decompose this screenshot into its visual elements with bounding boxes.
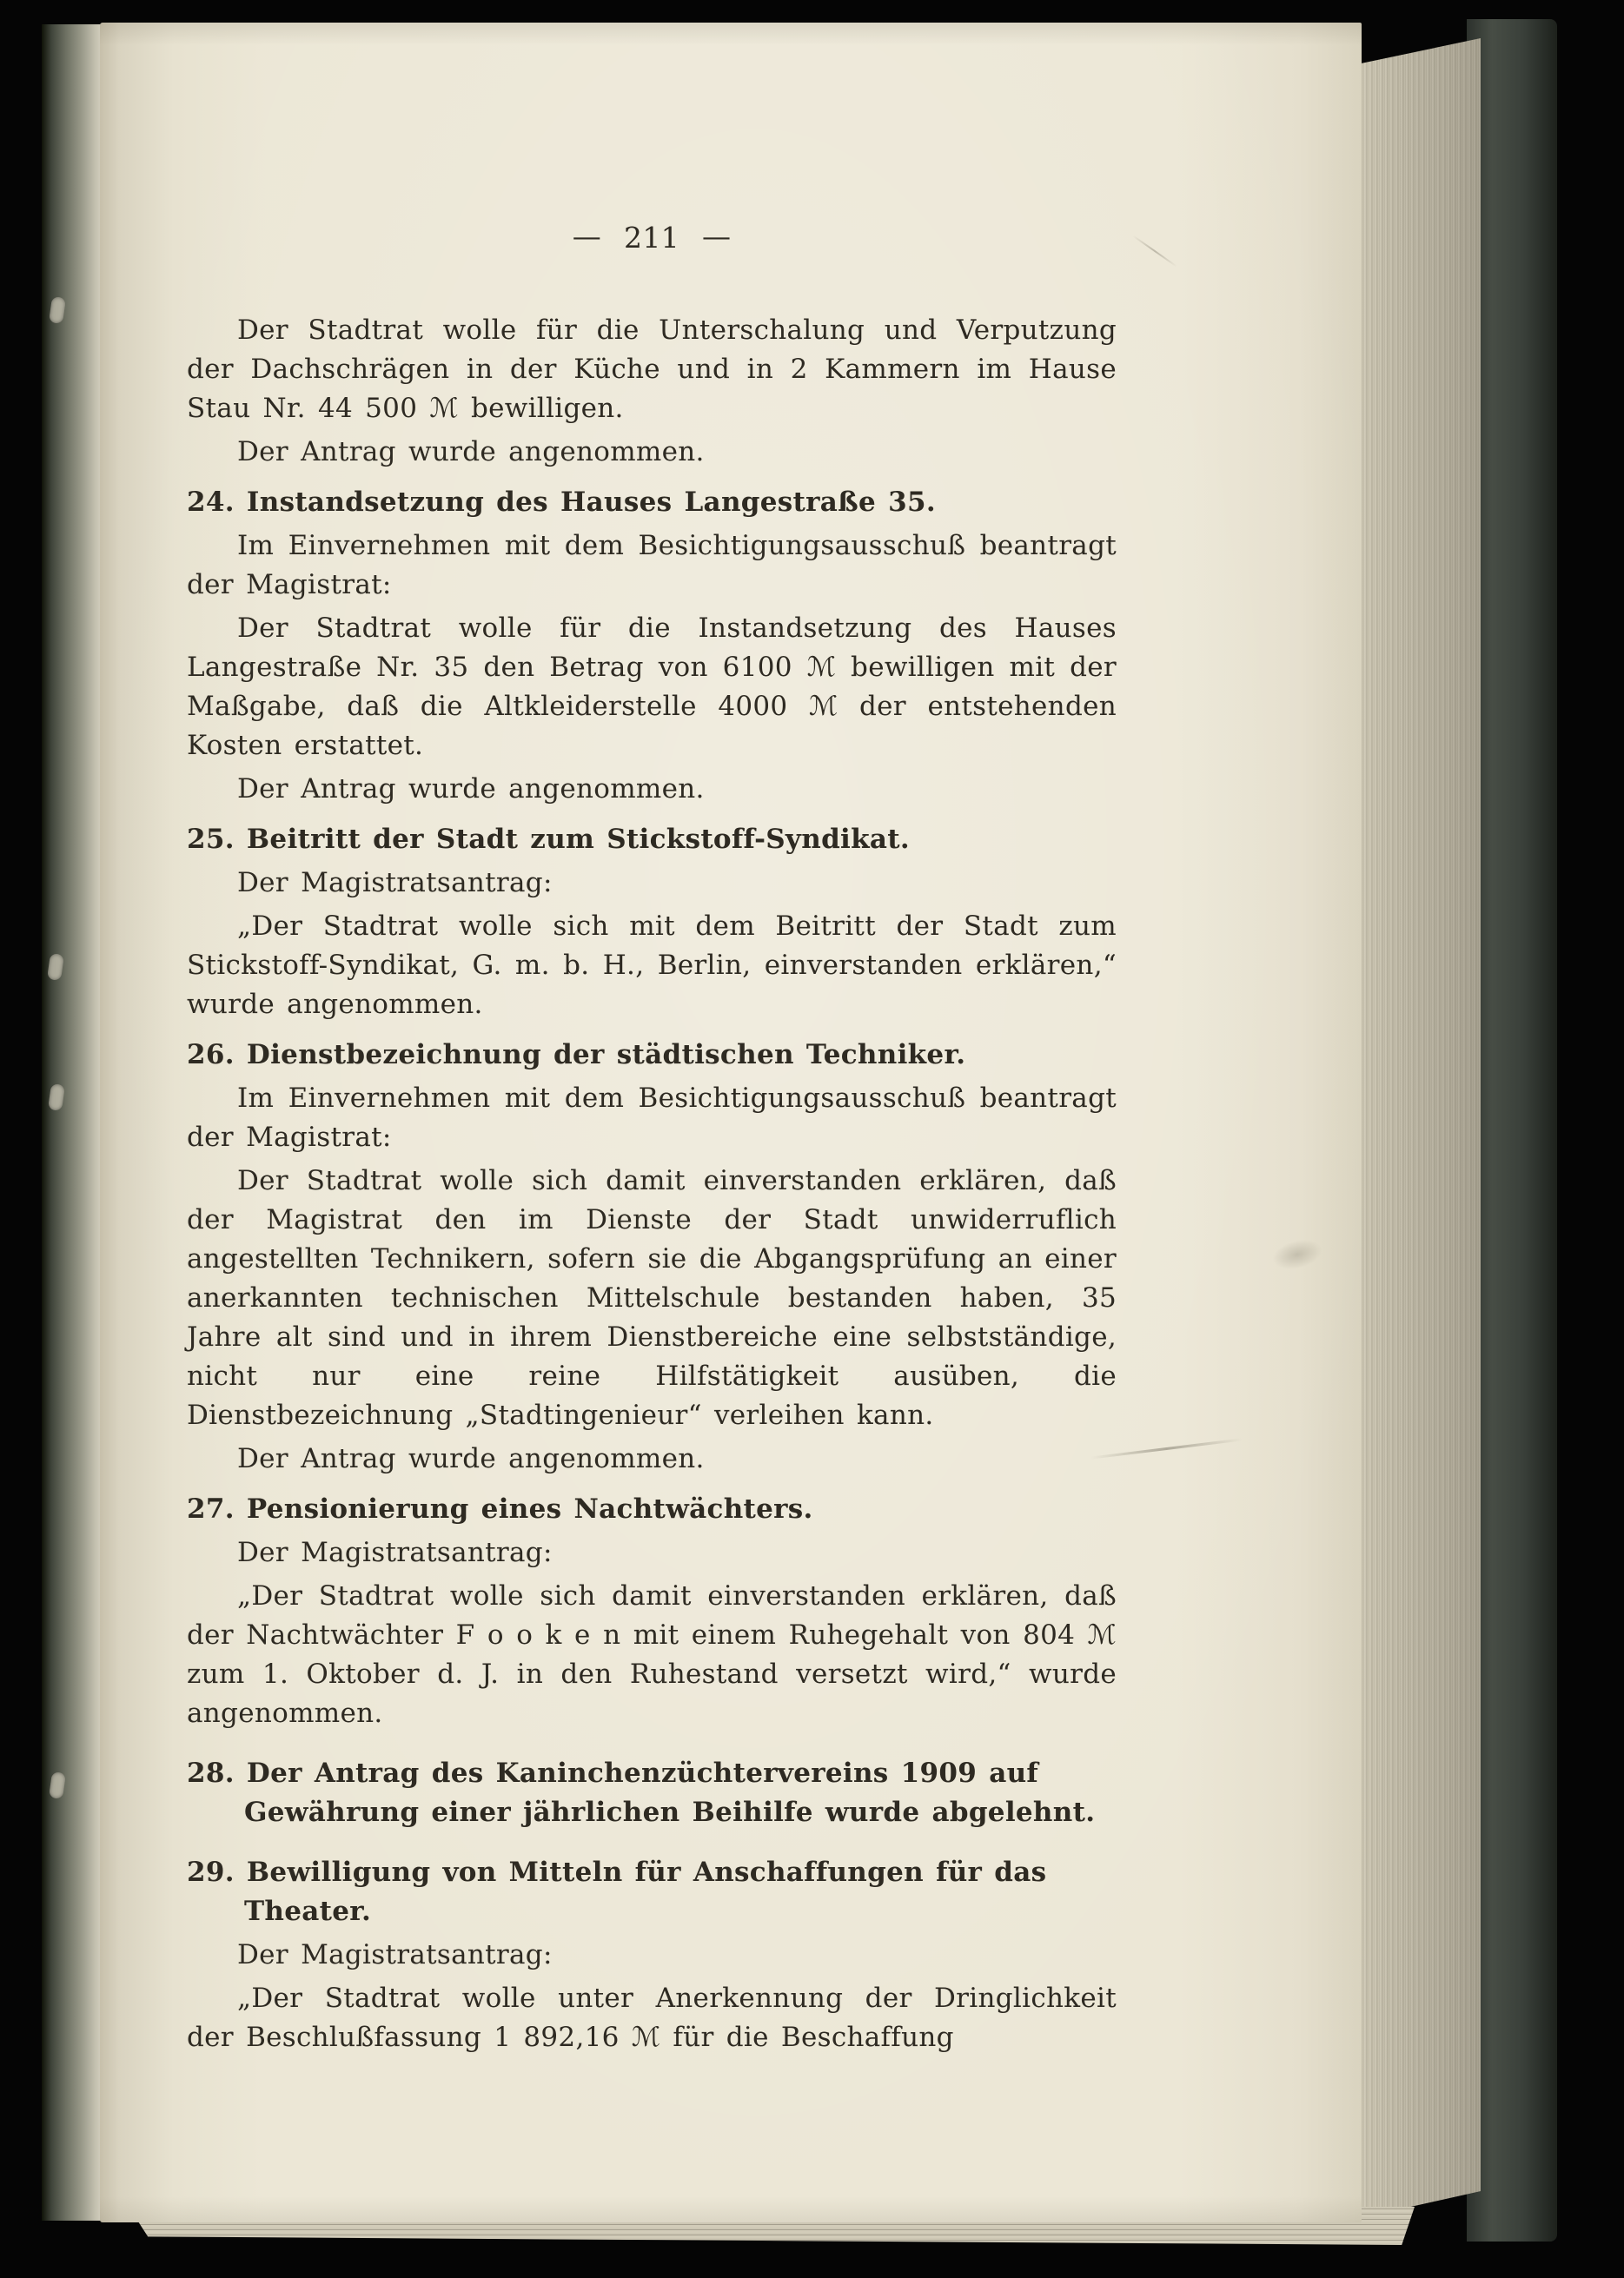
paragraph-antrag-angenommen: Der Antrag wurde angenommen. <box>237 1443 705 1474</box>
paragraph-einvernehmen-26: Im Einvernehmen mit dem Besichtigungsausschuß beantragt der Magistrat: <box>187 1083 1117 1153</box>
agenda-item-28-heading: 28. Der Antrag des Kaninchenzüchtervereins 1909 auf Gewährung einer jährlichen Beihilfe wurde abgelehnt. <box>187 1758 1096 1828</box>
agenda-item-25-heading: 25. Beitritt der Stadt zum Stickstoff-Syndikat. <box>187 824 911 855</box>
page-stack-fore-edge <box>1349 36 1481 2226</box>
agenda-item-26-heading: 26. Dienstbezeichnung der städtischen Techniker. <box>187 1039 966 1070</box>
paragraph-magistratsantrag-27: Der Magistratsantrag: <box>237 1537 553 1568</box>
page-header <box>187 218 1117 257</box>
paragraph-resolution-27: „Der Stadtrat wolle sich damit einverstanden erklären, daß der Nachtwächter F o o k e n mit einem Ruhegehalt von 804 ℳ zum 1. Oktober d. J. in den Ruhestand versetzt wird,“ wurde angenommen. <box>187 1580 1117 1729</box>
paragraph-einvernehmen-24: Im Einvernehmen mit dem Besichtigungsausschuß beantragt der Magistrat: <box>187 530 1117 600</box>
paragraph-resolution-29-partial: „Der Stadtrat wolle unter Anerkennung der Dringlichkeit der Beschlußfassung 1 892,16 ℳ für die Beschaffung <box>187 1983 1117 2053</box>
paragraph-resolution-stau: Der Stadtrat wolle für die Unterschalung und Verputzung der Dachschrägen in der Küche und in 2 Kammern im Hause Stau Nr. 44 500 ℳ bewilligen. <box>187 315 1117 424</box>
header-dash-right: — <box>701 219 732 253</box>
page-number: 211 <box>624 221 679 255</box>
agenda-item-27-heading: 27. Pensionierung eines Nachtwächters. <box>187 1493 813 1525</box>
paragraph-magistratsantrag-25: Der Magistratsantrag: <box>237 867 553 898</box>
agenda-item-29-heading: 29. Bewilligung von Mitteln für Anschaffungen für das Theater. <box>187 1857 1047 1927</box>
page-text-column <box>187 218 1117 2057</box>
paragraph-magistratsantrag-29: Der Magistratsantrag: <box>237 1939 553 1970</box>
paragraph-antrag-angenommen: Der Antrag wurde angenommen. <box>237 773 705 805</box>
paragraph-resolution-26: Der Stadtrat wolle sich damit einverstanden erklären, daß der Magistrat den im Dienste der Stadt unwiderruflich angestellten Technikern, sofern sie die Abgangsprüfung an einer anerkannten technischen Mittelschule bestanden haben, 35 Jahre alt sind und in ihrem Dienstbereiche eine selbstständige, nicht nur eine reine Hilfstätigkeit ausüben, die Dienstbezeichnung „Stadtingenieur“ verleihen kann. <box>187 1165 1117 1431</box>
header-dash-left: — <box>572 219 602 253</box>
book-spine-binding <box>42 24 103 2221</box>
paragraph-resolution-24: Der Stadtrat wolle für die Instandsetzung des Hauses Langestraße Nr. 35 den Betrag von 6100 ℳ bewilligen mit der Maßgabe, daß die Altkleiderstelle 4000 ℳ der entstehenden Kosten erstattet. <box>187 613 1117 761</box>
paragraph-resolution-25: „Der Stadtrat wolle sich mit dem Beitritt der Stadt zum Stickstoff-Syndikat, G. m. b. H., Berlin, einverstanden erklären,“ wurde angenommen. <box>187 911 1117 1020</box>
paragraph-antrag-angenommen: Der Antrag wurde angenommen. <box>237 436 705 467</box>
book-page <box>100 23 1362 2222</box>
agenda-item-24-heading: 24. Instandsetzung des Hauses Langestraße 35. <box>187 487 936 518</box>
